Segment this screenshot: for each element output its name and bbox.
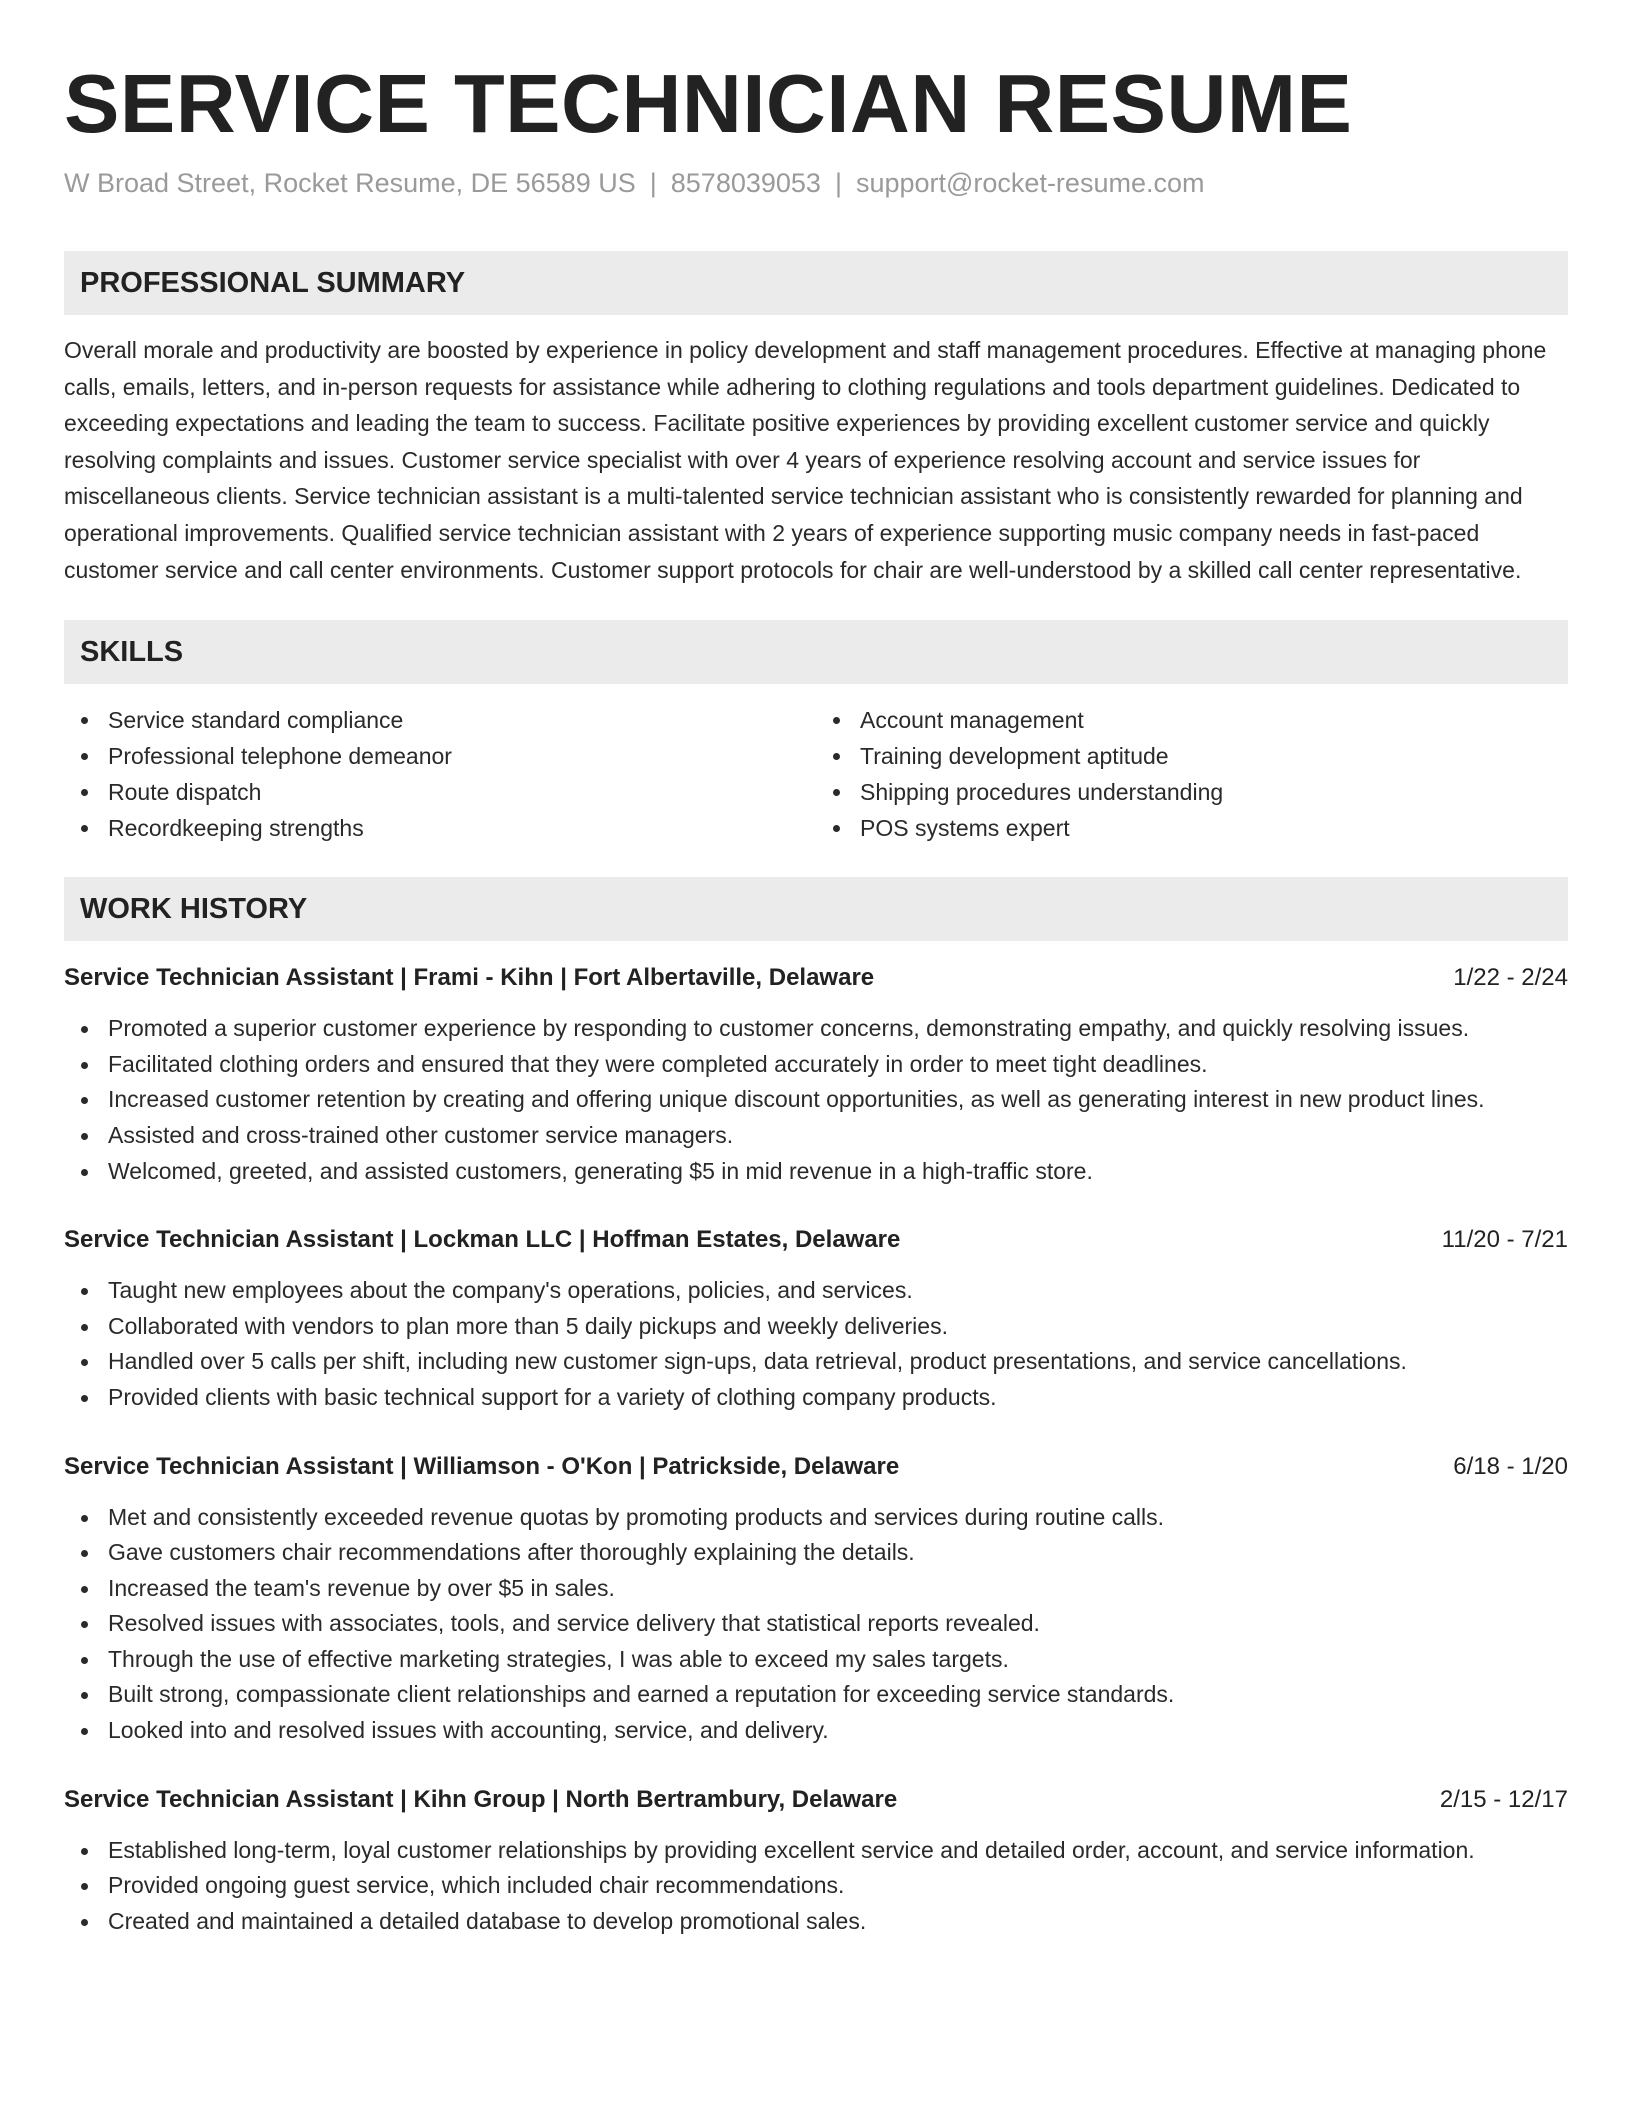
contact-address: W Broad Street, Rocket Resume, DE 56589 US <box>64 168 636 198</box>
contact-email: support@rocket-resume.com <box>855 168 1205 198</box>
contact-separator: | <box>649 168 657 198</box>
job-bullet: Collaborated with vendors to plan more than 5 daily pickups and weekly deliveries. <box>64 1309 1568 1345</box>
job-header <box>64 961 1568 995</box>
job-header <box>64 1450 1568 1484</box>
skill-item: Account management <box>816 702 1568 738</box>
job-dates: 1/22 - 2/24 <box>1453 964 1568 992</box>
job-dates: 11/20 - 7/21 <box>1441 1226 1568 1254</box>
job-title: Service Technician Assistant | Frami - Kihn | Fort Albertaville, Delaware <box>64 964 875 992</box>
job-header <box>64 1223 1568 1257</box>
job-bullet: Taught new employees about the company's operations, policies, and services. <box>64 1273 1568 1309</box>
job-bullet: Through the use of effective marketing strategies, I was able to exceed my sales targets. <box>64 1642 1568 1678</box>
job-bullets <box>64 1273 1568 1415</box>
job-bullet: Built strong, compassionate client relationships and earned a reputation for exceeding service standards. <box>64 1677 1568 1713</box>
job-bullet: Facilitated clothing orders and ensured that they were completed accurately in order to meet tight deadlines. <box>64 1047 1568 1083</box>
job-bullet: Promoted a superior customer experience by responding to customer concerns, demonstrating empathy, and quickly resolving issues. <box>64 1011 1568 1047</box>
job-bullets <box>64 1500 1568 1749</box>
job-header <box>64 1783 1568 1817</box>
job-entry <box>64 1450 1568 1749</box>
job-bullet: Resolved issues with associates, tools, and service delivery that statistical reports revealed. <box>64 1606 1568 1642</box>
skills-column-left <box>64 702 816 846</box>
job-bullet: Gave customers chair recommendations after thoroughly explaining the details. <box>64 1535 1568 1571</box>
job-bullets <box>64 1833 1568 1940</box>
job-entry <box>64 1783 1568 1940</box>
job-bullet: Assisted and cross-trained other customer service managers. <box>64 1118 1568 1154</box>
job-bullet: Welcomed, greeted, and assisted customers, generating $5 in mid revenue in a high-traffic store. <box>64 1154 1568 1190</box>
job-bullets <box>64 1011 1568 1189</box>
job-dates: 2/15 - 12/17 <box>1439 1785 1568 1813</box>
job-title: Service Technician Assistant | Williamson - O'Kon | Patrickside, Delaware <box>64 1452 900 1480</box>
section-header-work-history: WORK HISTORY <box>64 877 1568 941</box>
skill-item: POS systems expert <box>816 810 1568 846</box>
job-dates: 6/18 - 1/20 <box>1453 1452 1568 1480</box>
job-bullet: Increased the team's revenue by over $5 in sales. <box>64 1571 1568 1607</box>
job-title: Service Technician Assistant | Kihn Group | North Bertrambury, Delaware <box>64 1785 898 1813</box>
skill-item: Route dispatch <box>64 774 816 810</box>
job-entry <box>64 961 1568 1189</box>
skill-item: Shipping procedures understanding <box>816 774 1568 810</box>
summary-text: Overall morale and productivity are boosted by experience in policy development and staff management procedures. Effective at managing phone calls, emails, letters, and in-person requests for assistance while adhering to clothing regulations and tools department guidelines. Dedicated to exceeding expectations and leading the team to success. Facilitate positive experiences by providing excellent customer service and quickly resolving complaints and issues. Customer service specialist with over 4 years of experience resolving account and service issues for miscellaneous clients. Service technician assistant is a multi-talented service technician assistant who is consistently rewarded for planning and operational improvements. Qualified service technician assistant with 2 years of experience supporting music company needs in fast-paced customer service and call center environments. Customer support protocols for chair are well-understood by a skilled call center representative. <box>64 337 1547 583</box>
job-bullet: Looked into and resolved issues with accounting, service, and delivery. <box>64 1713 1568 1749</box>
job-bullet: Created and maintained a detailed database to develop promotional sales. <box>64 1904 1568 1940</box>
section-header-skills: SKILLS <box>64 620 1568 684</box>
job-bullet: Met and consistently exceeded revenue quotas by promoting products and services during routine calls. <box>64 1500 1568 1536</box>
skills-grid <box>64 702 1568 846</box>
job-entry <box>64 1223 1568 1415</box>
section-header-summary: PROFESSIONAL SUMMARY <box>64 251 1568 315</box>
contact-phone: 8578039053 <box>670 168 821 198</box>
job-bullet: Increased customer retention by creating and offering unique discount opportunities, as well as generating interest in new product lines. <box>64 1082 1568 1118</box>
resume-title: SERVICE TECHNICIAN RESUME <box>64 57 1353 150</box>
skill-item: Recordkeeping strengths <box>64 810 816 846</box>
job-bullet: Provided ongoing guest service, which included chair recommendations. <box>64 1868 1568 1904</box>
contact-line <box>64 166 1568 200</box>
job-bullet: Handled over 5 calls per shift, including new customer sign-ups, data retrieval, product presentations, and service cancellations. <box>64 1344 1568 1380</box>
job-bullet: Provided clients with basic technical support for a variety of clothing company products. <box>64 1380 1568 1416</box>
contact-separator: | <box>834 168 842 198</box>
job-bullet: Established long-term, loyal customer relationships by providing excellent service and detailed order, account, and service information. <box>64 1833 1568 1869</box>
skill-item: Professional telephone demeanor <box>64 738 816 774</box>
skill-item: Training development aptitude <box>816 738 1568 774</box>
skill-item: Service standard compliance <box>64 702 816 738</box>
job-title: Service Technician Assistant | Lockman LLC | Hoffman Estates, Delaware <box>64 1226 901 1254</box>
skills-column-right <box>816 702 1568 846</box>
